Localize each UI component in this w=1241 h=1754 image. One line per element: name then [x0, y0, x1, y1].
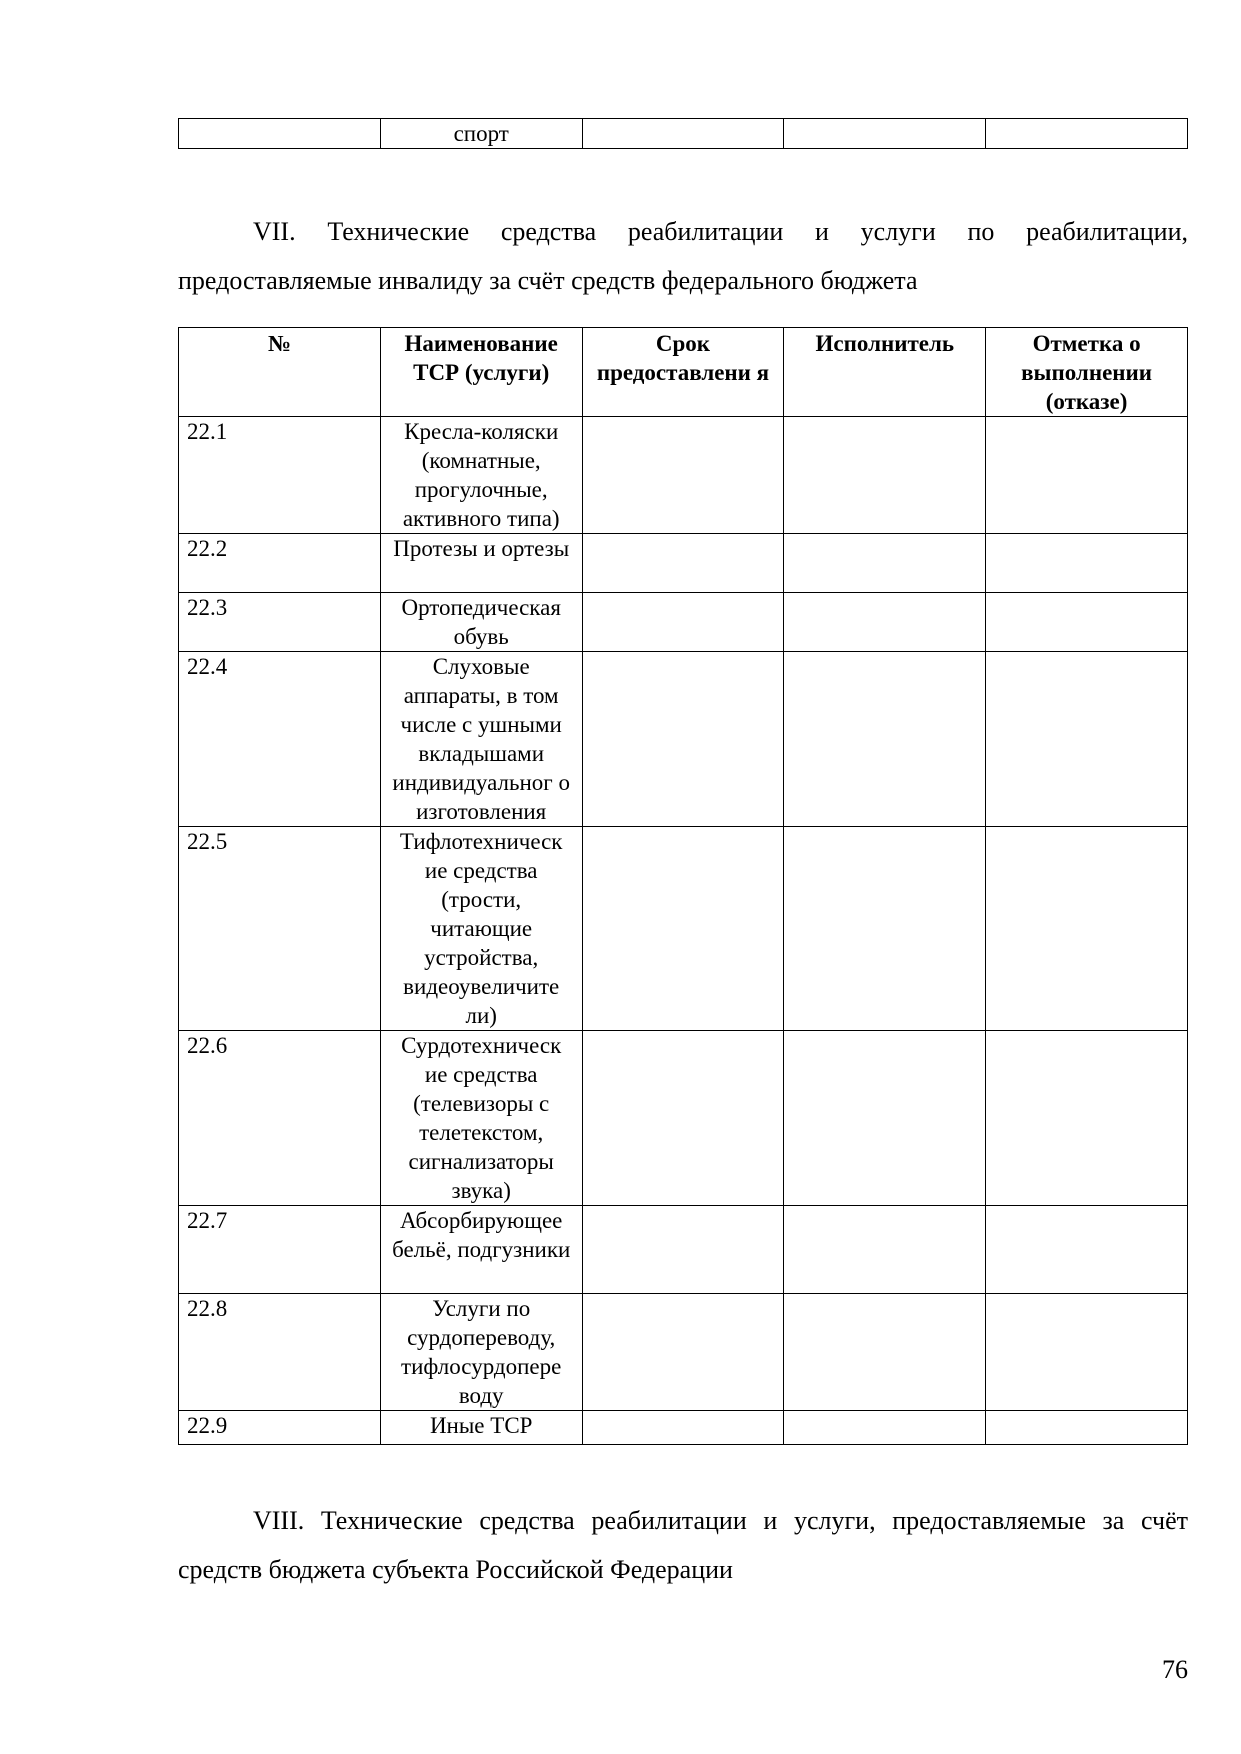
table-cell — [986, 1031, 1188, 1206]
row-name: Услуги по сурдопереводу, тифлосурдопере воду — [380, 1294, 582, 1411]
table-cell — [986, 1206, 1188, 1294]
table-cell — [986, 119, 1188, 149]
table-cell — [986, 417, 1188, 534]
table-cell — [986, 1411, 1188, 1445]
row-name: Абсорбирующее бельё, подгузники — [380, 1206, 582, 1294]
column-header: Срок предоставлени я — [582, 328, 784, 417]
row-number: 22.6 — [179, 1031, 381, 1206]
table-row — [179, 119, 1188, 149]
table-cell — [179, 119, 381, 149]
table-cell — [582, 593, 784, 652]
row-number: 22.7 — [179, 1206, 381, 1294]
table-row — [179, 1031, 1188, 1206]
table-cell — [784, 1031, 986, 1206]
table-cell — [582, 417, 784, 534]
table-cell — [784, 593, 986, 652]
table-cell — [582, 827, 784, 1031]
row-name: Сурдотехническ ие средства (телевизоры с телетекстом, сигнализаторы звука) — [380, 1031, 582, 1206]
rehab-means-table — [178, 327, 1188, 1445]
row-name: Протезы и ортезы — [380, 534, 582, 593]
table-cell — [986, 534, 1188, 593]
page-number: 76 — [1162, 1655, 1188, 1684]
row-name: Кресла-коляски (комнатные, прогулочные, активного типа) — [380, 417, 582, 534]
table-cell — [986, 1294, 1188, 1411]
row-name: Слуховые аппараты, в том числе с ушными вкладышами индивидуальног о изготовления — [380, 652, 582, 827]
table-cell — [784, 827, 986, 1031]
table-cell — [582, 534, 784, 593]
table-cell — [582, 1411, 784, 1445]
table-row — [179, 1294, 1188, 1411]
row-number: 22.8 — [179, 1294, 381, 1411]
table-cell — [784, 417, 986, 534]
table-cell — [986, 593, 1188, 652]
table-row — [179, 1206, 1188, 1294]
row-number: 22.3 — [179, 593, 381, 652]
row-name: Ортопедическая обувь — [380, 593, 582, 652]
table-row — [179, 1411, 1188, 1445]
column-header: Отметка о выполнении (отказе) — [986, 328, 1188, 417]
table-cell — [784, 1411, 986, 1445]
previous-table-tail — [178, 118, 1188, 149]
column-header: Исполнитель — [784, 328, 986, 417]
table-cell — [582, 1206, 784, 1294]
table-cell — [784, 1294, 986, 1411]
column-header: № — [179, 328, 381, 417]
row-name: Тифлотехническ ие средства (трости, читающие устройства, видеоувеличите ли) — [380, 827, 582, 1031]
table-cell — [986, 827, 1188, 1031]
table-cell — [784, 534, 986, 593]
section-7-heading: VII. Технические средства реабилитации и услуги по реабилитации, предоставляемые инвалиду за счёт средств федерального бюджета — [178, 217, 1188, 295]
table-cell — [784, 1206, 986, 1294]
table-cell — [784, 652, 986, 827]
table-row — [179, 593, 1188, 652]
row-number: 22.4 — [179, 652, 381, 827]
row-number: 22.9 — [179, 1411, 381, 1445]
table-cell — [582, 1294, 784, 1411]
table-row — [179, 652, 1188, 827]
table-row — [179, 534, 1188, 593]
row-number: 22.1 — [179, 417, 381, 534]
table-cell — [582, 119, 784, 149]
row-name: Иные ТСР — [380, 1411, 582, 1445]
row-number: 22.2 — [179, 534, 381, 593]
table-cell: спорт — [380, 119, 582, 149]
row-number: 22.5 — [179, 827, 381, 1031]
table-cell — [784, 119, 986, 149]
column-header: Наименование ТСР (услуги) — [380, 328, 582, 417]
table-cell — [986, 652, 1188, 827]
table-header-row — [179, 328, 1188, 417]
table-row — [179, 827, 1188, 1031]
section-8-heading: VIII. Технические средства реабилитации и услуги, предоставляемые за счёт средств бюджета субъекта Российской Федерации — [178, 1506, 1188, 1584]
table-row — [179, 417, 1188, 534]
table-cell — [582, 652, 784, 827]
table-cell — [582, 1031, 784, 1206]
